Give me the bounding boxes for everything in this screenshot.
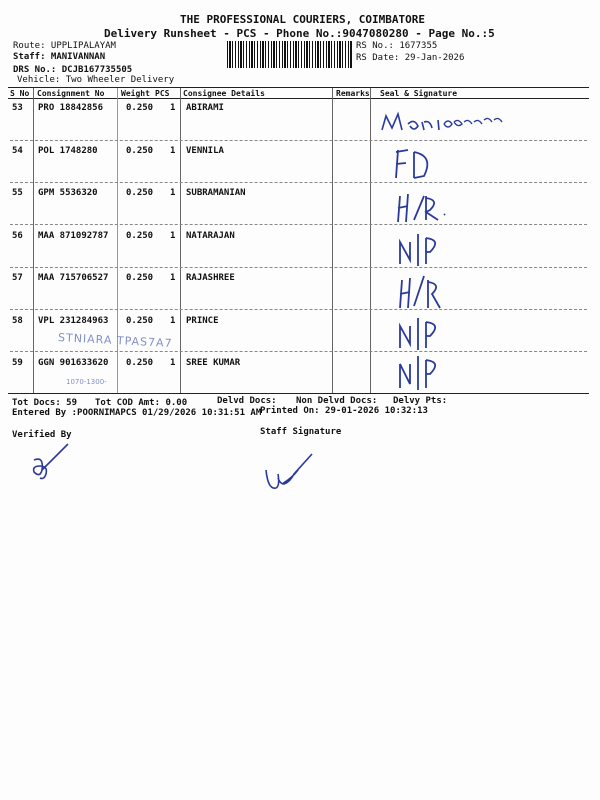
row-consignee: ABIRAMI <box>186 103 224 113</box>
row-sno: 59 <box>12 358 23 368</box>
row-weight: 0.250 <box>126 273 154 283</box>
row-consignee: NATARAJAN <box>186 231 235 241</box>
row-divider <box>10 224 587 225</box>
table-header-rule <box>8 98 589 99</box>
row-sno: 58 <box>12 316 23 326</box>
col-seal: Seal & Signature <box>380 89 458 98</box>
table-bottom-rule <box>8 393 589 394</box>
verifier-signature <box>28 440 78 486</box>
row-divider <box>10 309 587 310</box>
non-delivered-docs: Non Delvd Docs: <box>296 396 378 406</box>
row-weight: 0.250 <box>126 231 154 241</box>
col-weight: Weight <box>121 89 150 98</box>
handwritten-signature <box>394 190 454 226</box>
row-consignee: PRINCE <box>186 316 219 326</box>
row-consignment: VPL 231284963 <box>38 316 109 326</box>
company-name: THE PROFESSIONAL COURIERS, COIMBATORE <box>180 13 426 26</box>
col-separator <box>370 88 371 393</box>
col-separator <box>117 88 118 393</box>
col-sno: S No <box>10 89 30 98</box>
row-consignment: MAA 871092787 <box>38 231 109 241</box>
faded-stamp: STNIARA TPAS7A7 <box>57 331 173 350</box>
row-consignment: GPM 5536320 <box>38 188 98 198</box>
col-separator <box>33 88 34 393</box>
faded-stamp: 1070-1300- <box>66 378 107 386</box>
col-separator <box>332 88 333 393</box>
row-weight: 0.250 <box>126 316 154 326</box>
row-pcs: 1 <box>170 188 176 198</box>
row-divider <box>10 267 587 268</box>
col-consignee: Consignee Details <box>183 89 265 98</box>
row-pcs: 1 <box>170 103 176 113</box>
col-separator <box>180 88 181 393</box>
row-pcs: 1 <box>170 316 176 326</box>
handwritten-signature <box>396 314 446 352</box>
row-divider <box>10 140 587 141</box>
row-pcs: 1 <box>170 358 176 368</box>
table-top-rule <box>8 87 589 88</box>
barcode <box>227 41 353 68</box>
row-sno: 57 <box>12 273 23 283</box>
handwritten-signature <box>378 108 508 140</box>
row-consignee: SUBRAMANIAN <box>186 188 246 198</box>
col-consignment: Consignment No <box>37 89 105 98</box>
rs-date: RS Date: 29-Jan-2026 <box>356 53 465 63</box>
row-consignee: SREE KUMAR <box>186 358 241 368</box>
row-consignment: POL 1748280 <box>38 146 98 156</box>
staff-signature-label: Staff Signature <box>260 427 342 437</box>
rs-number: RS No.: 1677355 <box>356 41 438 51</box>
row-weight: 0.250 <box>126 146 154 156</box>
row-consignment: GGN 901633620 <box>38 358 109 368</box>
delivered-docs: Delvd Docs: <box>217 396 277 406</box>
row-consignment: PRO 18842856 <box>38 103 104 113</box>
runsheet-title: Delivery Runsheet - PCS - Phone No.:9047080280 - Page No.:5 <box>104 27 495 40</box>
staff-label: Staff: MANIVANNAN <box>13 52 106 62</box>
verified-by-label: Verified By <box>12 430 72 440</box>
handwritten-signature <box>396 272 446 312</box>
row-divider <box>10 182 587 183</box>
row-consignment: MAA 715706527 <box>38 273 109 283</box>
row-sno: 56 <box>12 231 23 241</box>
col-pcs: PCS <box>155 89 170 98</box>
row-sno: 53 <box>12 103 23 113</box>
handwritten-signature <box>392 146 442 182</box>
row-divider <box>10 351 587 352</box>
col-remarks: Remarks <box>336 89 370 98</box>
staff-signature <box>260 448 320 496</box>
total-docs: Tot Docs: 59 <box>12 398 78 408</box>
row-weight: 0.250 <box>126 188 154 198</box>
drs-number: DRS No.: DCJB167735505 <box>13 65 133 75</box>
handwritten-signature <box>396 230 446 268</box>
row-consignee: RAJASHREE <box>186 273 235 283</box>
row-pcs: 1 <box>170 273 176 283</box>
row-weight: 0.250 <box>126 103 154 113</box>
row-pcs: 1 <box>170 231 176 241</box>
handwritten-signature <box>396 352 446 392</box>
row-sno: 54 <box>12 146 23 156</box>
row-pcs: 1 <box>170 146 176 156</box>
printed-on: Printed On: 29-01-2026 10:32:13 <box>260 406 428 416</box>
vehicle-label: Vehicle: Two Wheeler Delivery <box>17 75 175 85</box>
row-consignee: VENNILA <box>186 146 224 156</box>
entered-by: Entered By :POORNIMAPCS 01/29/2026 10:31:51 AM <box>12 408 262 418</box>
row-sno: 55 <box>12 188 23 198</box>
row-weight: 0.250 <box>126 358 154 368</box>
total-cod: Tot COD Amt: 0.00 <box>95 398 188 408</box>
delivery-points: Delvy Pts: <box>393 396 448 406</box>
route-label: Route: UPPLIPALAYAM <box>13 41 116 51</box>
